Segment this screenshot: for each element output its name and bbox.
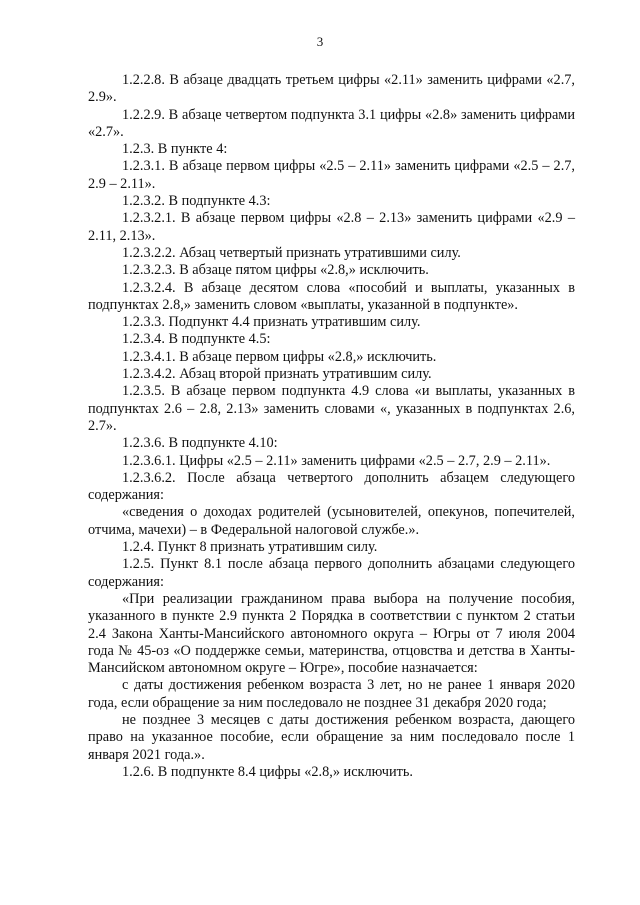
page-number: 3 bbox=[316, 34, 324, 49]
paragraph: 1.2.3. В пункте 4: bbox=[122, 141, 228, 158]
paragraph: 1.2.3.4. В подпункте 4.5: bbox=[122, 331, 271, 348]
paragraph: 1.2.3.2. В подпункте 4.3: bbox=[122, 193, 271, 210]
paragraph: с даты достижения ребенком возраста 3 лет, но не ранее 1 января 2020 года, если обращение за ним последовало не позднее 31 декабря 2020 года; bbox=[88, 677, 575, 711]
paragraph: 1.2.5. Пункт 8.1 после абзаца первого дополнить абзацами следующего содержания: bbox=[88, 556, 575, 590]
paragraph: 1.2.3.2.2. Абзац четвертый признать утратившими силу. bbox=[122, 244, 461, 261]
paragraph: 1.2.3.2.3. В абзаце пятом цифры «2.8,» исключить. bbox=[122, 262, 429, 279]
paragraph: не позднее 3 месяцев с даты достижения ребенком возраста, дающего право на указанное пособие, если обращение за ним последовало после 1 января 2021 года.». bbox=[88, 711, 575, 763]
paragraph: 1.2.3.6.2. После абзаца четвертого дополнить абзацем следующего содержания: bbox=[88, 469, 575, 504]
paragraph: 1.2.3.6.1. Цифры «2.5 – 2.11» заменить цифрами «2.5 – 2.7, 2.9 – 2.11». bbox=[122, 452, 551, 469]
paragraph: 1.2.2.9. В абзаце четвертом подпункта 3.1 цифры «2.8» заменить цифрами «2.7». bbox=[88, 106, 575, 140]
paragraph: «При реализации гражданином права выбора на получение пособия, указанного в пункте 2.9 пункта 2 Порядка в соответствии с пунктом 2 статьи 2.4 Закона Ханты-Мансийского автономного округа – Югры от 7 июля 2004 года № 45-оз «О поддержке семьи, материнства, отцовства и детства в Ханты-Мансийском автономном округе – Югре», пособие назначается: bbox=[88, 590, 575, 677]
paragraph: 1.2.3.5. В абзаце первом подпункта 4.9 слова «и выплаты, указанных в подпунктах 2.6 – 2.8, 2.13» заменить словами «, указанных в подпунктах 2.6, 2.7». bbox=[88, 383, 575, 434]
paragraph: 1.2.3.4.1. В абзаце первом цифры «2.8,» исключить. bbox=[122, 348, 437, 365]
paragraph: 1.2.3.1. В абзаце первом цифры «2.5 – 2.11» заменить цифрами «2.5 – 2.7, 2.9 – 2.11». bbox=[88, 158, 575, 192]
paragraph: 1.2.3.2.4. В абзаце десятом слова «пособий и выплаты, указанных в подпунктах 2.8,» заменить словом «выплаты, указанной в подпункте». bbox=[88, 279, 575, 313]
paragraph: 1.2.3.4.2. Абзац второй признать утратившим силу. bbox=[122, 366, 432, 383]
paragraph: 1.2.3.3. Подпункт 4.4 признать утратившим силу. bbox=[122, 314, 421, 331]
paragraph: «сведения о доходах родителей (усыновителей, опекунов, попечителей, отчима, мачехи) – в Федеральной налоговой службе.». bbox=[88, 504, 575, 538]
paragraph: 1.2.3.2.1. В абзаце первом цифры «2.8 – 2.13» заменить цифрами «2.9 – 2.11, 2.13». bbox=[88, 210, 575, 244]
paragraph: 1.2.2.8. В абзаце двадцать третьем цифры «2.11» заменить цифрами «2.7, 2.9». bbox=[88, 72, 575, 106]
paragraph: 1.2.3.6. В подпункте 4.10: bbox=[122, 435, 278, 452]
document-body bbox=[88, 72, 575, 781]
paragraph: 1.2.6. В подпункте 8.4 цифры «2.8,» исключить. bbox=[122, 763, 413, 780]
paragraph: 1.2.4. Пункт 8 признать утратившим силу. bbox=[122, 539, 378, 556]
